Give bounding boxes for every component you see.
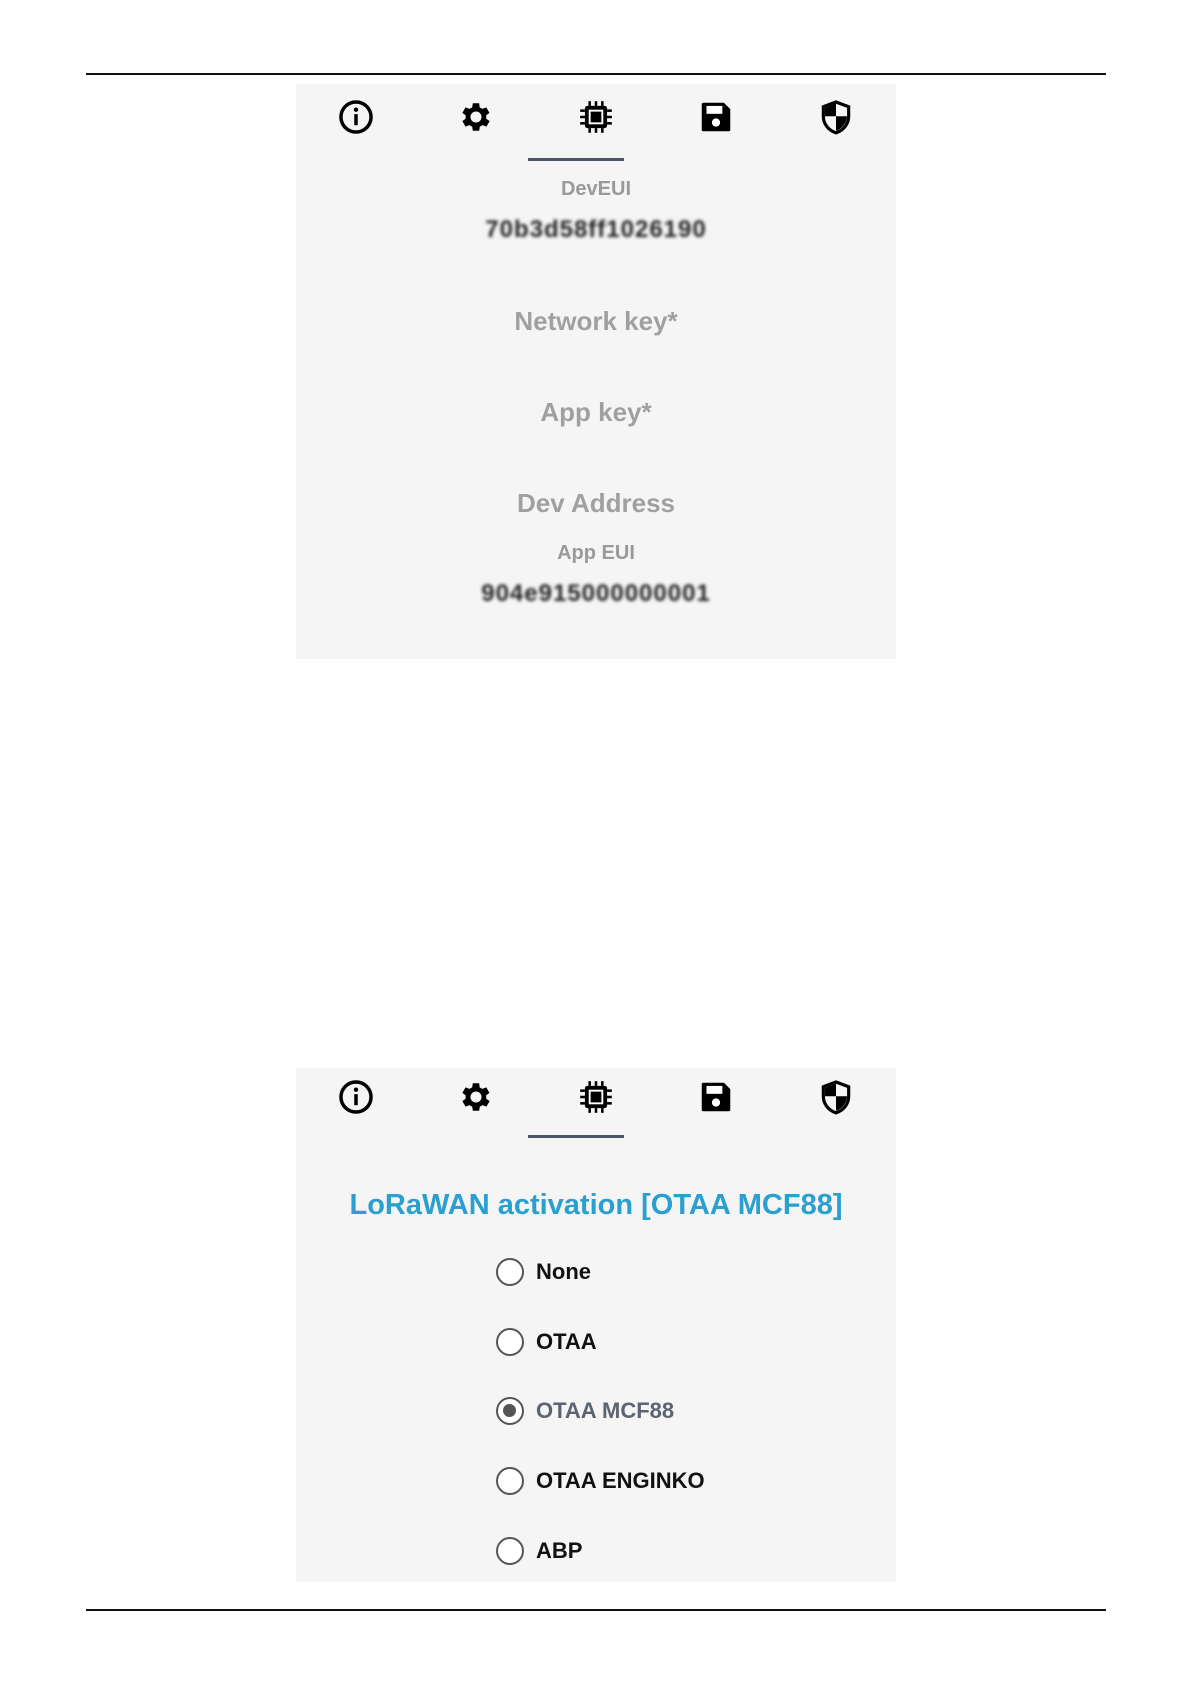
shield-icon	[817, 1078, 855, 1116]
tab-settings[interactable]	[416, 1068, 536, 1148]
shield-icon	[817, 98, 855, 136]
radio-label: None	[536, 1259, 591, 1284]
chip-icon	[577, 1078, 615, 1116]
gear-icon	[457, 98, 495, 136]
dev-address-field[interactable]: Dev Address	[517, 488, 675, 518]
deveui-value: 70b3d58ff1026190	[485, 216, 707, 243]
radio-label: ABP	[536, 1538, 583, 1563]
radio-option-otaa-enginko[interactable]	[496, 1461, 705, 1501]
info-icon	[337, 98, 375, 136]
app-key-field[interactable]: App key*	[540, 397, 652, 427]
tab-info[interactable]	[296, 1068, 416, 1148]
tab-info[interactable]	[296, 84, 416, 164]
app-eui-value: 904e915000000001	[481, 580, 711, 607]
tab-settings[interactable]	[416, 84, 536, 164]
tab-storage[interactable]	[656, 84, 776, 164]
tab-security[interactable]	[776, 84, 896, 164]
radio-option-none[interactable]	[496, 1252, 591, 1292]
chip-icon	[577, 98, 615, 136]
network-key-field[interactable]: Network key*	[514, 306, 678, 336]
page-footer-rule	[86, 1609, 1106, 1611]
radio-option-otaa-mcf88[interactable]	[496, 1391, 674, 1431]
deveui-label: DevEUI	[560, 178, 632, 200]
lorawan-keys-panel	[296, 84, 896, 659]
radio-button[interactable]	[496, 1258, 524, 1286]
active-tab-indicator	[528, 1135, 624, 1138]
tab-bar	[296, 84, 896, 164]
active-tab-indicator	[528, 158, 624, 161]
save-icon	[697, 1078, 735, 1116]
tab-bar	[296, 1068, 896, 1148]
radio-button[interactable]	[496, 1328, 524, 1356]
app-eui-label: App EUI	[557, 542, 635, 564]
tab-hardware[interactable]	[536, 84, 656, 164]
radio-label: OTAA	[536, 1329, 597, 1354]
lorawan-activation-panel	[296, 1068, 896, 1582]
radio-button[interactable]	[496, 1467, 524, 1495]
save-icon	[697, 98, 735, 136]
page-header-rule	[86, 73, 1106, 75]
radio-button[interactable]	[496, 1537, 524, 1565]
radio-option-otaa[interactable]	[496, 1322, 597, 1362]
radio-button-selected[interactable]	[496, 1397, 524, 1425]
tab-security[interactable]	[776, 1068, 896, 1148]
radio-label: OTAA ENGINKO	[536, 1468, 705, 1493]
gear-icon	[457, 1078, 495, 1116]
radio-option-abp[interactable]	[496, 1531, 582, 1571]
activation-title: LoRaWAN activation [OTAA MCF88]	[349, 1189, 843, 1221]
info-icon	[337, 1078, 375, 1116]
tab-storage[interactable]	[656, 1068, 776, 1148]
radio-label: OTAA MCF88	[536, 1398, 675, 1423]
